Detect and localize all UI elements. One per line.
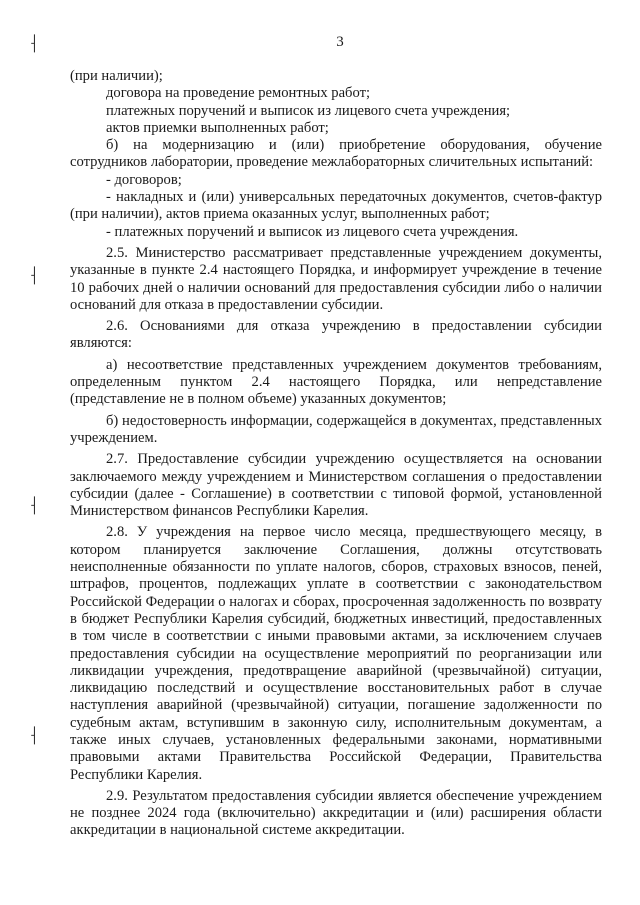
paragraph: - договоров; (106, 171, 182, 188)
paragraph: а) несоответствие представленных учреждением документов требованиям, определенным пунктом 2.4 настоящего Порядка, или непредставление (представление не в полном объеме) указанных документов; (70, 356, 602, 408)
paragraph: договора на проведение ремонтных работ; (106, 85, 371, 102)
paragraph: 2.7. Предоставление субсидии учреждению осуществляется на основании заключаемого между учреждением и Министерством соглашения о предоставлении субсидии (далее - Соглашение) в соответствии с типовой формой, установленной Министерством финансов Республики Карелия. (70, 451, 602, 520)
binding-hole-mark-icon: ⸡ (28, 264, 38, 285)
paragraph: 2.5. Министерство рассматривает представленные учреждением документы, указанные в пункте 2.4 настоящего Порядка, и информирует учреждение в течение 10 рабочих дней о наличии оснований для предоставления субсидии либо о наличии оснований для отказа в предоставлении субсидии. (70, 244, 602, 313)
paragraph: 2.8. У учреждения на первое число месяца, предшествующего месяцу, в котором планируется заключение Соглашения, должны отсутствовать неисполненные обязанности по уплате налогов, сборов, страховых взносов, пеней, штрафов, процентов, подлежащих уплате в соответствии с законодательством Российской Федерации о налогах и сборах, просроченная задолженность по возврату в бюджет Республики Карелия субсидий, бюджетных инвестиций, предоставленных в том числе в соответствии с иными правовыми актами, за исключением случаев предоставления субсидии на осуществление мероприятий по реорганизации или ликвидации учреждения, предотвращение аварийной (чрезвычайной) ситуации, ликвидацию последствий и осуществление восстановительных работ в случае наступления аварийной (чрезвычайной) ситуации, погашение задолженности по судебным актам, вступившим в законную силу, исполнительным документам, а также иных случаев, установленных федеральными законами, нормативными правовыми актами Правительства Российской Федерации, Правительства Республики Карелия. (70, 524, 602, 783)
binding-hole-mark-icon: ⸡ (28, 494, 38, 515)
paragraph: б) недостоверность информации, содержащейся в документах, представленных учреждением. (70, 412, 602, 446)
paragraph: платежных поручений и выписок из лицевого счета учреждения; (106, 102, 511, 119)
paragraph: 2.9. Результатом предоставления субсидии является обеспечение учреждением не позднее 2024 года (включительно) аккредитации и (или) расширения области аккредитации в национальной системе аккредитации. (70, 787, 602, 839)
binding-hole-mark-icon: ⸡ (28, 32, 38, 53)
paragraph: (при наличии); (70, 68, 163, 84)
paragraph: 2.6. Основаниями для отказа учреждению в предоставлении субсидии являются: (70, 318, 602, 352)
paragraph: актов приемки выполненных работ; (106, 119, 329, 136)
paragraph: б) на модернизацию и (или) приобретение оборудования, обучение сотрудников лаборатории, проведение межлабораторных сличительных испытаний: (70, 137, 602, 171)
page-number: 3 (336, 34, 344, 50)
document-body (70, 68, 602, 840)
binding-hole-mark-icon: ⸡ (28, 724, 38, 745)
paragraph: - платежных поручений и выписок из лицевого счета учреждения. (106, 223, 519, 240)
paragraph: - накладных и (или) универсальных передаточных документов, счетов-фактур (при наличии), актов приема оказанных услуг, выполненных работ; (70, 189, 602, 223)
